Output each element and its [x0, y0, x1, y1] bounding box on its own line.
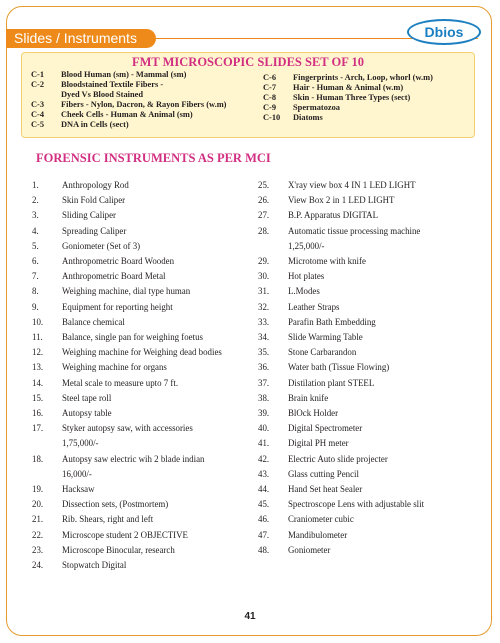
- instrument-name-line: Parafin Bath Embedding: [288, 316, 376, 327]
- instrument-number: 18.: [32, 453, 44, 464]
- instrument-number: 5.: [32, 240, 39, 251]
- instrument-number: 46.: [258, 514, 270, 525]
- instrument-name-line: Microscope Binocular, research: [62, 544, 175, 555]
- instrument-name: [62, 256, 174, 271]
- instrument-name: [288, 271, 324, 286]
- instrument-name: [62, 393, 111, 408]
- instrument-number: 4.: [32, 225, 39, 236]
- instrument-number: 20.: [32, 499, 44, 510]
- instrument-name: [288, 499, 424, 514]
- slide-code: C-9: [263, 103, 277, 112]
- instrument-name: [62, 454, 204, 484]
- brand-logo: [407, 19, 481, 45]
- instrument-name-line: Automatic tissue processing machine: [288, 225, 421, 236]
- slide-name-line: Bloodstained Textile Fibers -: [61, 80, 164, 89]
- instrument-number: 44.: [258, 484, 270, 494]
- slide-name: [293, 93, 410, 103]
- slide-name: [61, 100, 226, 110]
- instrument-number: 8.: [32, 286, 39, 297]
- instrument-number: 33.: [258, 316, 270, 327]
- instrument-number: 19.: [32, 484, 44, 494]
- instrument-number: 7.: [32, 271, 39, 282]
- instrument-number: 35.: [258, 347, 270, 358]
- instrument-name-line: X'ray view box 4 IN 1 LED LIGHT: [288, 180, 416, 190]
- instrument-name-line: Dissection sets, (Postmortem): [62, 499, 169, 510]
- instrument-name: [62, 484, 95, 499]
- instrument-name-line: Rib. Shears, right and left: [62, 514, 154, 525]
- instrument-name-line: Anthropology Rod: [62, 180, 129, 190]
- instrument-name-line: Autopsy table: [62, 408, 112, 418]
- slide-name-line: Hair - Human & Animal (w.m): [293, 83, 404, 92]
- slide-name-line: Fibers - Nylon, Dacron, & Rayon Fibers (w.m): [61, 100, 227, 109]
- instrument-name-line: Skin Fold Caliper: [62, 195, 126, 206]
- instrument-name: [62, 286, 190, 301]
- instrument-name-line: Digital Spectrometer: [288, 423, 363, 434]
- instrument-name: [62, 317, 125, 332]
- instrument-name-line: View Box 2 in 1 LED LIGHT: [288, 195, 395, 206]
- instrument-number: 13.: [32, 362, 44, 373]
- instrument-number: 9.: [32, 301, 39, 312]
- instrument-name: [288, 393, 328, 408]
- slides-title: FMT MICROSCOPIC SLIDES SET OF 10: [131, 55, 365, 69]
- page-number: 41: [244, 611, 256, 622]
- instrument-number: 2.: [32, 195, 39, 206]
- instrument-name: [62, 530, 188, 545]
- slide-name-line: Diatoms: [293, 113, 323, 122]
- slide-name: [61, 120, 129, 130]
- instrument-number: 21.: [32, 514, 44, 525]
- slide-code: C-8: [263, 93, 277, 102]
- slide-name-line: Spermatozoa: [293, 103, 340, 112]
- instrument-number: 12.: [32, 347, 44, 358]
- instrument-name-line: Hot plates: [288, 271, 325, 282]
- slide-code: C-1: [31, 70, 45, 79]
- slide-name: [293, 73, 433, 83]
- instrument-name-line: Autopsy saw electric wih 2 blade indian: [62, 453, 205, 464]
- slide-code: C-3: [31, 100, 45, 109]
- instruments-title: FORENSIC INSTRUMENTS AS PER MCI: [36, 151, 271, 165]
- instrument-name: [62, 545, 175, 560]
- instrument-name: [62, 332, 203, 347]
- slide-code: C-5: [31, 120, 45, 129]
- slide-name: [61, 70, 186, 80]
- instrument-name: [62, 362, 167, 377]
- instrument-number: 42.: [258, 453, 270, 464]
- slide-name-line: Dyed Vs Blood Stained: [61, 90, 143, 99]
- instrument-name: [62, 210, 116, 225]
- instrument-number: 34.: [258, 332, 270, 342]
- instrument-name-line: 1,25,000/-: [288, 240, 325, 251]
- instrument-name: [62, 226, 126, 241]
- instrument-name-line: Weighing machine for organs: [62, 362, 167, 373]
- slide-name-line: Skin - Human Three Types (sect): [293, 93, 411, 102]
- instrument-name: [62, 195, 125, 210]
- instrument-name-line: Stone Carbarandon: [288, 347, 357, 358]
- instrument-name: [62, 560, 126, 575]
- brand-logo-text: Dbios: [424, 24, 464, 40]
- instrument-name: [288, 226, 420, 256]
- instrument-number: 32.: [258, 301, 270, 312]
- slide-name-line: Blood Human (sm) - Mammal (sm): [61, 70, 187, 79]
- slide-name-line: Cheek Cells - Human & Animal (sm): [61, 110, 193, 119]
- instrument-name: [288, 362, 389, 377]
- instrument-name-line: Leather Straps: [288, 301, 340, 312]
- instrument-name: [62, 408, 112, 423]
- instrument-name: [288, 332, 363, 347]
- instrument-number: 26.: [258, 195, 270, 206]
- instrument-number: 27.: [258, 210, 270, 221]
- instrument-name-line: Balance chemical: [62, 316, 125, 327]
- instrument-name-line: B.P. Apparatus DIGITAL: [288, 210, 378, 221]
- instrument-number: 15.: [32, 392, 44, 403]
- instrument-name-line: Stopwatch Digital: [62, 560, 127, 570]
- instrument-number: 14.: [32, 377, 44, 388]
- instrument-number: 24.: [32, 560, 44, 570]
- instrument-name: [288, 423, 362, 438]
- page-title: Slides / Instruments: [14, 30, 137, 46]
- slide-name: [61, 80, 163, 100]
- slide-code: C-2: [31, 80, 45, 89]
- instrument-number: 47.: [258, 529, 270, 540]
- instrument-name: [288, 454, 388, 469]
- instrument-number: 39.: [258, 408, 270, 418]
- instrument-name-line: Water bath (Tissue Flowing): [288, 362, 390, 373]
- slide-name: [293, 103, 340, 113]
- instrument-name: [62, 241, 140, 256]
- instrument-name: [288, 210, 378, 225]
- instrument-name: [288, 469, 359, 484]
- instrument-name-line: Microscope student 2 OBJECTIVE: [62, 529, 188, 540]
- instrument-name-line: Goniometer (Set of 3): [62, 240, 141, 251]
- instrument-name-line: Digital PH meter: [288, 438, 349, 449]
- slide-name: [293, 113, 323, 123]
- instrument-name-line: Weighing machine for Weighing dead bodies: [62, 347, 222, 358]
- slide-name: [293, 83, 403, 93]
- instrument-name-line: 1,75,000/-: [62, 438, 99, 449]
- instrument-number: 40.: [258, 423, 270, 434]
- instrument-name-line: Hacksaw: [62, 484, 95, 494]
- instrument-number: 45.: [258, 499, 270, 510]
- slide-code: C-10: [263, 113, 281, 122]
- instrument-name-line: Electric Auto slide projecter: [288, 453, 388, 464]
- instrument-name: [288, 347, 356, 362]
- instrument-name: [288, 286, 320, 301]
- instrument-name: [62, 423, 193, 453]
- instrument-name-line: L.Modes: [288, 286, 320, 297]
- instrument-number: 38.: [258, 392, 270, 403]
- instrument-number: 25.: [258, 180, 270, 190]
- slide-name-line: DNA in Cells (sect): [61, 120, 129, 129]
- instrument-number: 37.: [258, 377, 270, 388]
- instrument-number: 23.: [32, 544, 44, 555]
- instrument-name: [62, 514, 153, 529]
- instrument-name: [288, 302, 340, 317]
- instrument-number: 31.: [258, 286, 270, 297]
- instrument-name: [62, 180, 129, 195]
- instrument-number: 28.: [258, 225, 270, 236]
- instrument-number: 29.: [258, 256, 270, 266]
- instrument-name-line: Microtome with knife: [288, 256, 366, 266]
- instrument-name-line: BlOck Holder: [288, 408, 339, 418]
- instrument-name-line: Mandibulometer: [288, 529, 348, 540]
- instrument-number: 30.: [258, 271, 270, 282]
- instrument-name-line: Glass cutting Pencil: [288, 468, 359, 479]
- instrument-name: [288, 195, 394, 210]
- instrument-name: [62, 499, 168, 514]
- instrument-name: [288, 514, 354, 529]
- instrument-name: [288, 256, 366, 271]
- instrument-name: [288, 530, 347, 545]
- instrument-name-line: Anthropometric Board Metal: [62, 271, 166, 282]
- instrument-number: 6.: [32, 256, 39, 266]
- instrument-name: [288, 317, 376, 332]
- instrument-number: 41.: [258, 438, 270, 449]
- instrument-name: [288, 180, 416, 195]
- instrument-name-line: Metal scale to measure upto 7 ft.: [62, 377, 179, 388]
- instrument-name-line: Distilation plant STEEL: [288, 377, 375, 388]
- instrument-name-line: Sliding Caliper: [62, 210, 116, 221]
- instrument-name: [288, 484, 362, 499]
- instrument-name-line: Styker autopsy saw, with accessories: [62, 423, 193, 434]
- slide-code: C-6: [263, 73, 277, 82]
- instrument-name-line: Steel tape roll: [62, 392, 112, 403]
- instrument-name-line: Spectroscope Lens with adjustable slit: [288, 499, 425, 510]
- instrument-name: [288, 438, 349, 453]
- instrument-name-line: Equipment for reporting height: [62, 301, 173, 312]
- instrument-name-line: Balance, single pan for weighing foetus: [62, 332, 203, 342]
- instrument-name-line: Goniometer: [288, 544, 331, 555]
- instrument-name-line: Craniometer cubic: [288, 514, 354, 525]
- slide-name-line: Fingerprints - Arch, Loop, whorl (w.m): [293, 73, 433, 82]
- instrument-number: 11.: [32, 332, 43, 342]
- instrument-name-line: Slide Warming Table: [288, 332, 363, 342]
- instrument-number: 36.: [258, 362, 270, 373]
- instrument-name: [288, 378, 374, 393]
- instrument-name: [62, 347, 222, 362]
- instrument-name: [62, 378, 178, 393]
- instrument-number: 3.: [32, 210, 39, 221]
- instrument-number: 22.: [32, 529, 44, 540]
- slides-panel: [21, 52, 475, 138]
- slide-code: C-4: [31, 110, 45, 119]
- instrument-name: [288, 545, 330, 560]
- instrument-number: 17.: [32, 423, 44, 434]
- instrument-name-line: Spreading Caliper: [62, 225, 127, 236]
- instrument-name-line: Weighing machine, dial type human: [62, 286, 191, 297]
- slide-code: C-7: [263, 83, 277, 92]
- instrument-name-line: Anthropometric Board Wooden: [62, 256, 175, 266]
- instrument-number: 10.: [32, 316, 44, 327]
- instrument-name: [62, 271, 166, 286]
- slide-name: [61, 110, 193, 120]
- instrument-number: 16.: [32, 408, 44, 418]
- instrument-number: 43.: [258, 468, 270, 479]
- instrument-name-line: 16,000/-: [62, 468, 92, 479]
- instrument-name: [62, 302, 173, 317]
- instrument-number: 1.: [32, 180, 39, 190]
- instrument-name-line: Brain knife: [288, 392, 329, 403]
- instrument-name: [288, 408, 338, 423]
- instrument-name-line: Hand Set heat Sealer: [288, 484, 363, 494]
- instrument-number: 48.: [258, 544, 270, 555]
